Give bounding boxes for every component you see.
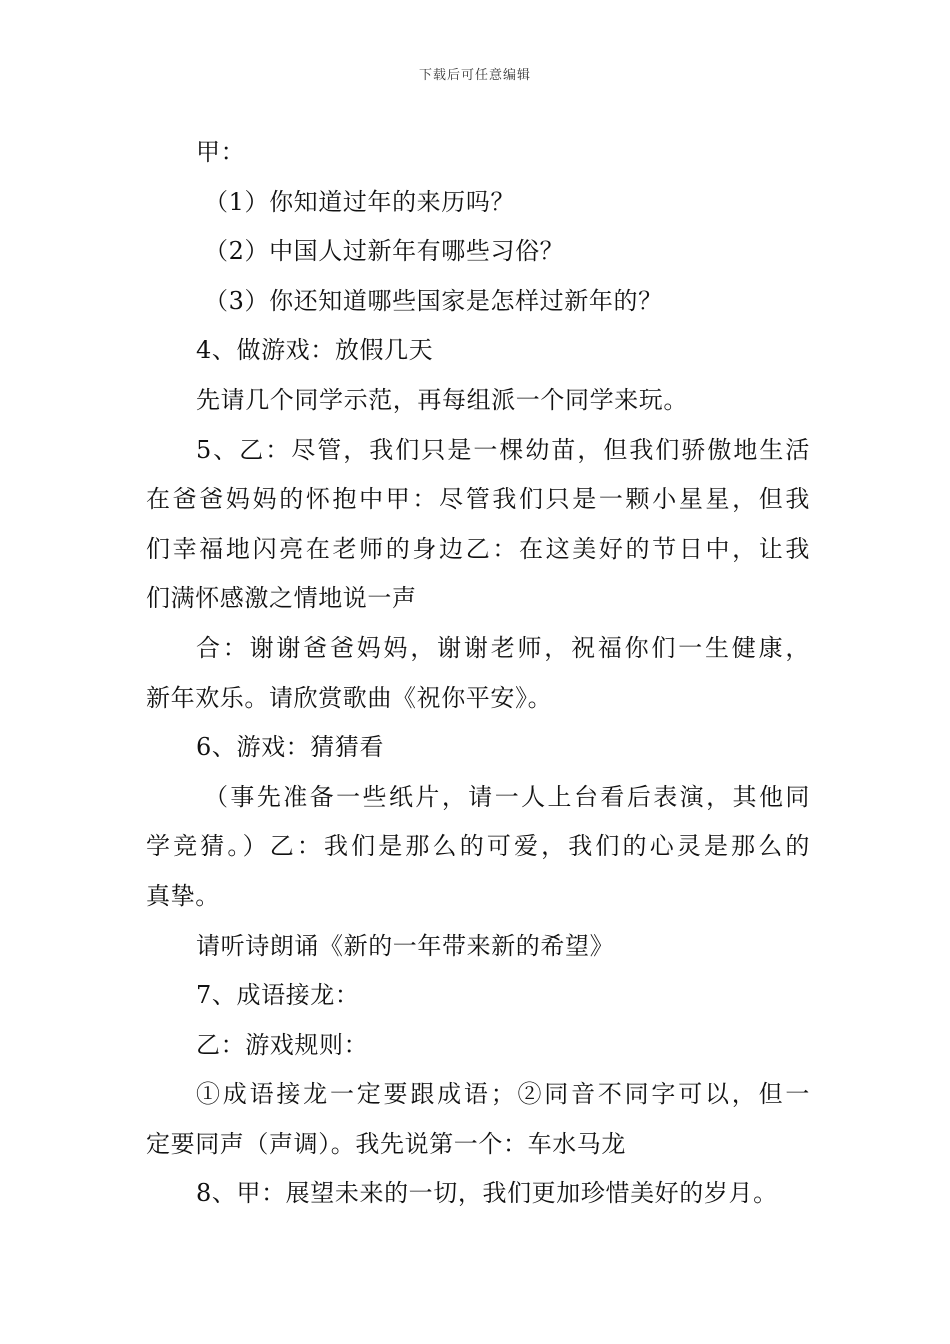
document-body	[146, 128, 810, 1219]
paragraph-line: 学竞猜。）乙：我们是那么的可爱，我们的心灵是那么的	[146, 832, 810, 861]
page-header: 下载后可任意编辑	[418, 68, 531, 83]
paragraph-line: 们满怀感激之情地说一声	[146, 584, 417, 613]
paragraph-line: （3）你还知道哪些国家是怎样过新年的？	[204, 286, 663, 315]
paragraph-line: 5、乙：尽管，我们只是一棵幼苗，但我们骄傲地生活	[196, 435, 810, 464]
paragraph-line: （1）你知道过年的来历吗？	[204, 187, 516, 216]
paragraph-line: 请听诗朗诵《新的一年带来新的希望》	[196, 931, 615, 960]
paragraph-line: 乙：游戏规则：	[196, 1030, 369, 1059]
paragraph-line: 新年欢乐。请欣赏歌曲《祝你平安》。	[146, 683, 553, 712]
paragraph-line: （2）中国人过新年有哪些习俗？	[204, 237, 565, 266]
paragraph-line: 真挚。	[146, 881, 220, 910]
paragraph-line: 6、游戏：猜猜看	[196, 733, 385, 762]
paragraph-line: 定要同声（声调）。我先说第一个：车水马龙	[146, 1129, 626, 1158]
paragraph-line: 合：谢谢爸爸妈妈，谢谢老师，祝福你们一生健康，	[196, 633, 810, 662]
paragraph-line: 7、成语接龙：	[196, 981, 360, 1010]
paragraph-line: 在爸爸妈妈的怀抱中甲：尽管我们只是一颗小星星，但我	[146, 485, 810, 514]
paragraph-line: 4、做游戏：放假几天	[196, 336, 434, 365]
paragraph-line: 8、甲：展望未来的一切，我们更加珍惜美好的岁月。	[196, 1179, 778, 1208]
paragraph-line: 甲：	[196, 138, 246, 166]
paragraph-line: （事先准备一些纸片，请一人上台看后表演，其他同	[204, 782, 810, 811]
paragraph-line: ①成语接龙一定要跟成语；②同音不同字可以，但一	[196, 1080, 810, 1109]
paragraph-line: 们幸福地闪亮在老师的身边乙：在这美好的节日中，让我	[146, 534, 810, 563]
paragraph-line: 先请几个同学示范，再每组派一个同学来玩。	[196, 385, 688, 414]
